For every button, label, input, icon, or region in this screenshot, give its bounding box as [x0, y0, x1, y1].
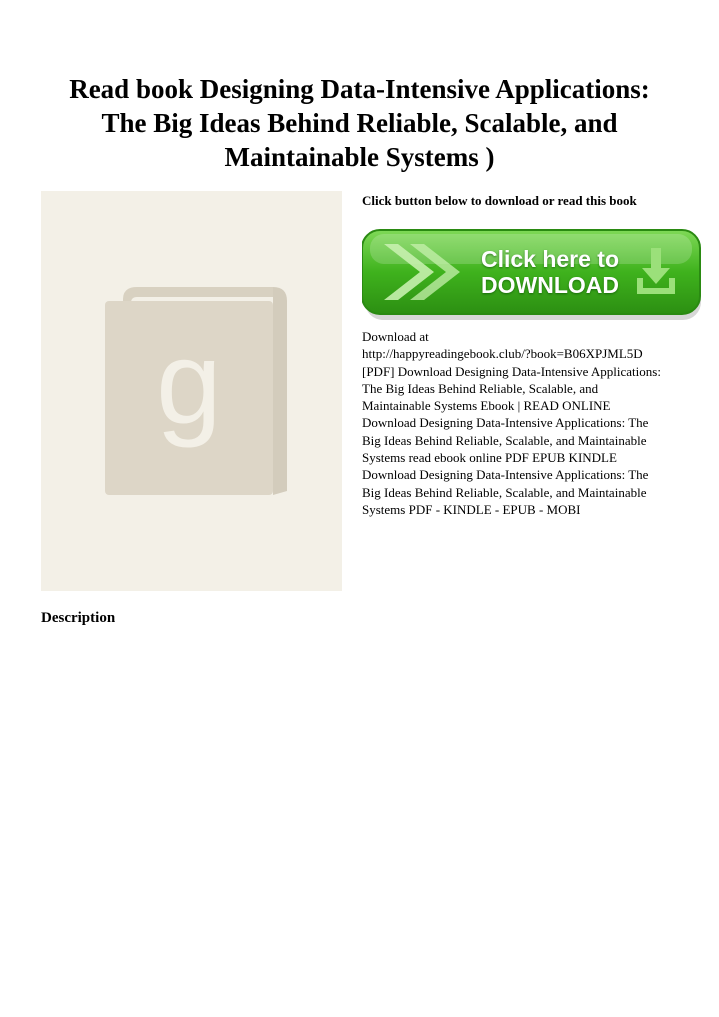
- button-line-1: Click here to: [480, 246, 620, 272]
- text-line: Big Ideas Behind Reliable, Scalable, and Maintainable: [362, 484, 647, 500]
- download-info-text: [362, 328, 707, 518]
- download-link[interactable]: http://happyreadingebook.club/?book=B06XPJML5D: [362, 346, 643, 362]
- text-line: Systems read ebook online PDF EPUB KINDLE: [362, 450, 617, 466]
- text-line: The Big Ideas Behind Reliable, Scalable, and: [362, 380, 599, 396]
- text-line: Download at: [362, 329, 429, 344]
- cta-text: Click button below to download or read this book: [362, 193, 637, 208]
- text-line: [PDF] Download Designing Data-Intensive Applications:: [362, 363, 661, 379]
- download-button-label: [472, 246, 628, 298]
- text-line: Systems PDF - KINDLE - EPUB - MOBI: [362, 501, 581, 517]
- cover-letter: g: [156, 317, 222, 449]
- download-button[interactable]: [362, 228, 704, 324]
- title-line: Maintainable Systems ): [224, 142, 495, 172]
- title-line: The Big Ideas Behind Reliable, Scalable, and: [101, 108, 618, 138]
- text-line: Download Designing Data-Intensive Applications: The: [362, 467, 649, 483]
- page-title: [20, 72, 699, 174]
- text-line: Big Ideas Behind Reliable, Scalable, and Maintainable: [362, 432, 647, 448]
- text-line: Maintainable Systems Ebook | READ ONLINE: [362, 398, 611, 414]
- book-cover-image: [41, 191, 342, 591]
- button-line-2: DOWNLOAD: [481, 272, 619, 298]
- goodreads-book-placeholder-icon: [41, 191, 342, 591]
- title-line: Read book Designing Data-Intensive Applications:: [69, 74, 650, 104]
- text-line: Download Designing Data-Intensive Applications: The: [362, 415, 649, 431]
- download-panel: [362, 192, 702, 517]
- description-heading: Description: [41, 610, 116, 626]
